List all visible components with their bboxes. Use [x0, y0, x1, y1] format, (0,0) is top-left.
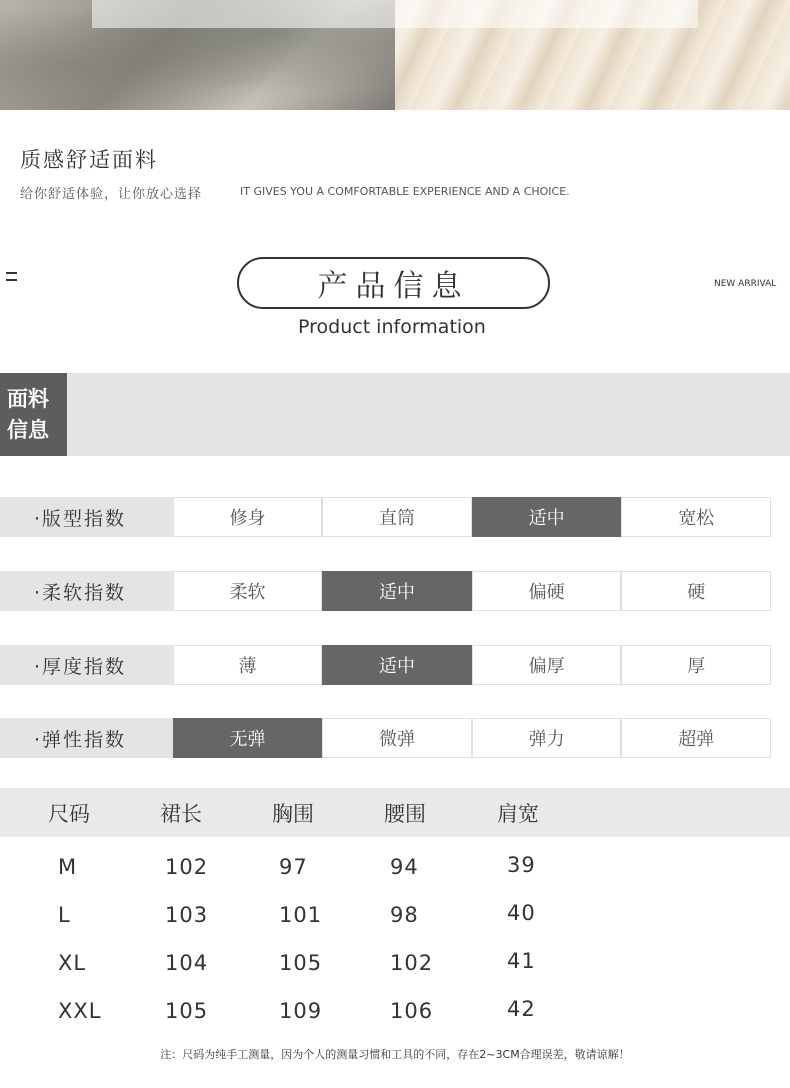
- size-table-header-cell: 肩宽: [497, 802, 539, 826]
- index-option: 偏厚: [472, 645, 622, 685]
- feature-title: 质感舒适面料: [20, 148, 158, 172]
- index-option: 硬: [621, 571, 771, 611]
- size-table-header-cell: 胸围: [272, 802, 314, 826]
- index-option: 适中: [472, 497, 622, 537]
- size-table-cell: 97: [279, 855, 308, 879]
- size-table-cell: XXL: [58, 999, 102, 1023]
- index-option: 无弹: [173, 718, 323, 758]
- size-table-cell: 105: [165, 999, 209, 1023]
- size-table-cell: M: [58, 855, 78, 879]
- index-option: 直筒: [322, 497, 472, 537]
- index-option: 厚: [621, 645, 771, 685]
- size-table-cell: 39: [507, 853, 536, 877]
- index-label: ·版型指数: [0, 497, 173, 537]
- decorative-lines-icon: [6, 272, 17, 286]
- section-title-en: Product information: [298, 316, 486, 338]
- size-table-cell: 98: [390, 903, 419, 927]
- index-option: 微弹: [322, 718, 472, 758]
- size-table-cell: 105: [279, 951, 323, 975]
- size-table-cell: 101: [279, 903, 323, 927]
- fabric-tag-line2: 信息: [7, 417, 49, 442]
- index-label: ·柔软指数: [0, 571, 173, 611]
- size-table-cell: 40: [507, 901, 536, 925]
- size-table-cell: 104: [165, 951, 209, 975]
- size-table-cell: 94: [390, 855, 419, 879]
- index-option: 宽松: [621, 497, 771, 537]
- size-table-header-cell: 尺码: [48, 802, 90, 826]
- index-row: [0, 645, 771, 685]
- size-table-header-cell: 裙长: [160, 802, 202, 826]
- size-table-header-cell: 腰围: [384, 802, 426, 826]
- section-title-pill: [237, 257, 550, 309]
- size-table-cell: 102: [165, 855, 209, 879]
- index-option: 修身: [173, 497, 323, 537]
- size-table-cell: 103: [165, 903, 209, 927]
- size-table-cell: 42: [507, 997, 536, 1021]
- index-option: 柔软: [173, 571, 323, 611]
- size-table-cell: 106: [390, 999, 434, 1023]
- index-row: [0, 718, 771, 758]
- feature-subtitle-cn: 给你舒适体验，让你放心选择: [20, 187, 203, 202]
- photo-caption-bar: [92, 0, 698, 28]
- size-table-cell: 102: [390, 951, 434, 975]
- fabric-info-tag: [0, 373, 67, 456]
- size-table-cell: L: [58, 903, 71, 927]
- index-option: 适中: [322, 645, 472, 685]
- new-arrival-label: NEW ARRIVAL: [714, 279, 777, 289]
- index-option: 弹力: [472, 718, 622, 758]
- size-table-cell: 41: [507, 949, 536, 973]
- index-row: [0, 571, 771, 611]
- index-label: ·厚度指数: [0, 645, 173, 685]
- fabric-tag-line1: 面料: [7, 386, 49, 411]
- size-table-cell: XL: [58, 951, 87, 975]
- index-option: 超弹: [621, 718, 771, 758]
- feature-subtitle-en: IT GIVES YOU A COMFORTABLE EXPERIENCE AND A CHOICE.: [240, 185, 570, 198]
- fabric-info-bar: [0, 373, 790, 456]
- measurement-note: 注：尺码为纯手工测量，因为个人的测量习惯和工具的不同，存在2~3CM合理误差，敬请谅解！: [160, 1048, 630, 1061]
- section-title-cn: 产品信息: [317, 269, 470, 304]
- index-label: ·弹性指数: [0, 718, 173, 758]
- index-option: 偏硬: [472, 571, 622, 611]
- index-option: 薄: [173, 645, 323, 685]
- size-table-cell: 109: [279, 999, 323, 1023]
- index-row: [0, 497, 771, 537]
- index-option: 适中: [322, 571, 472, 611]
